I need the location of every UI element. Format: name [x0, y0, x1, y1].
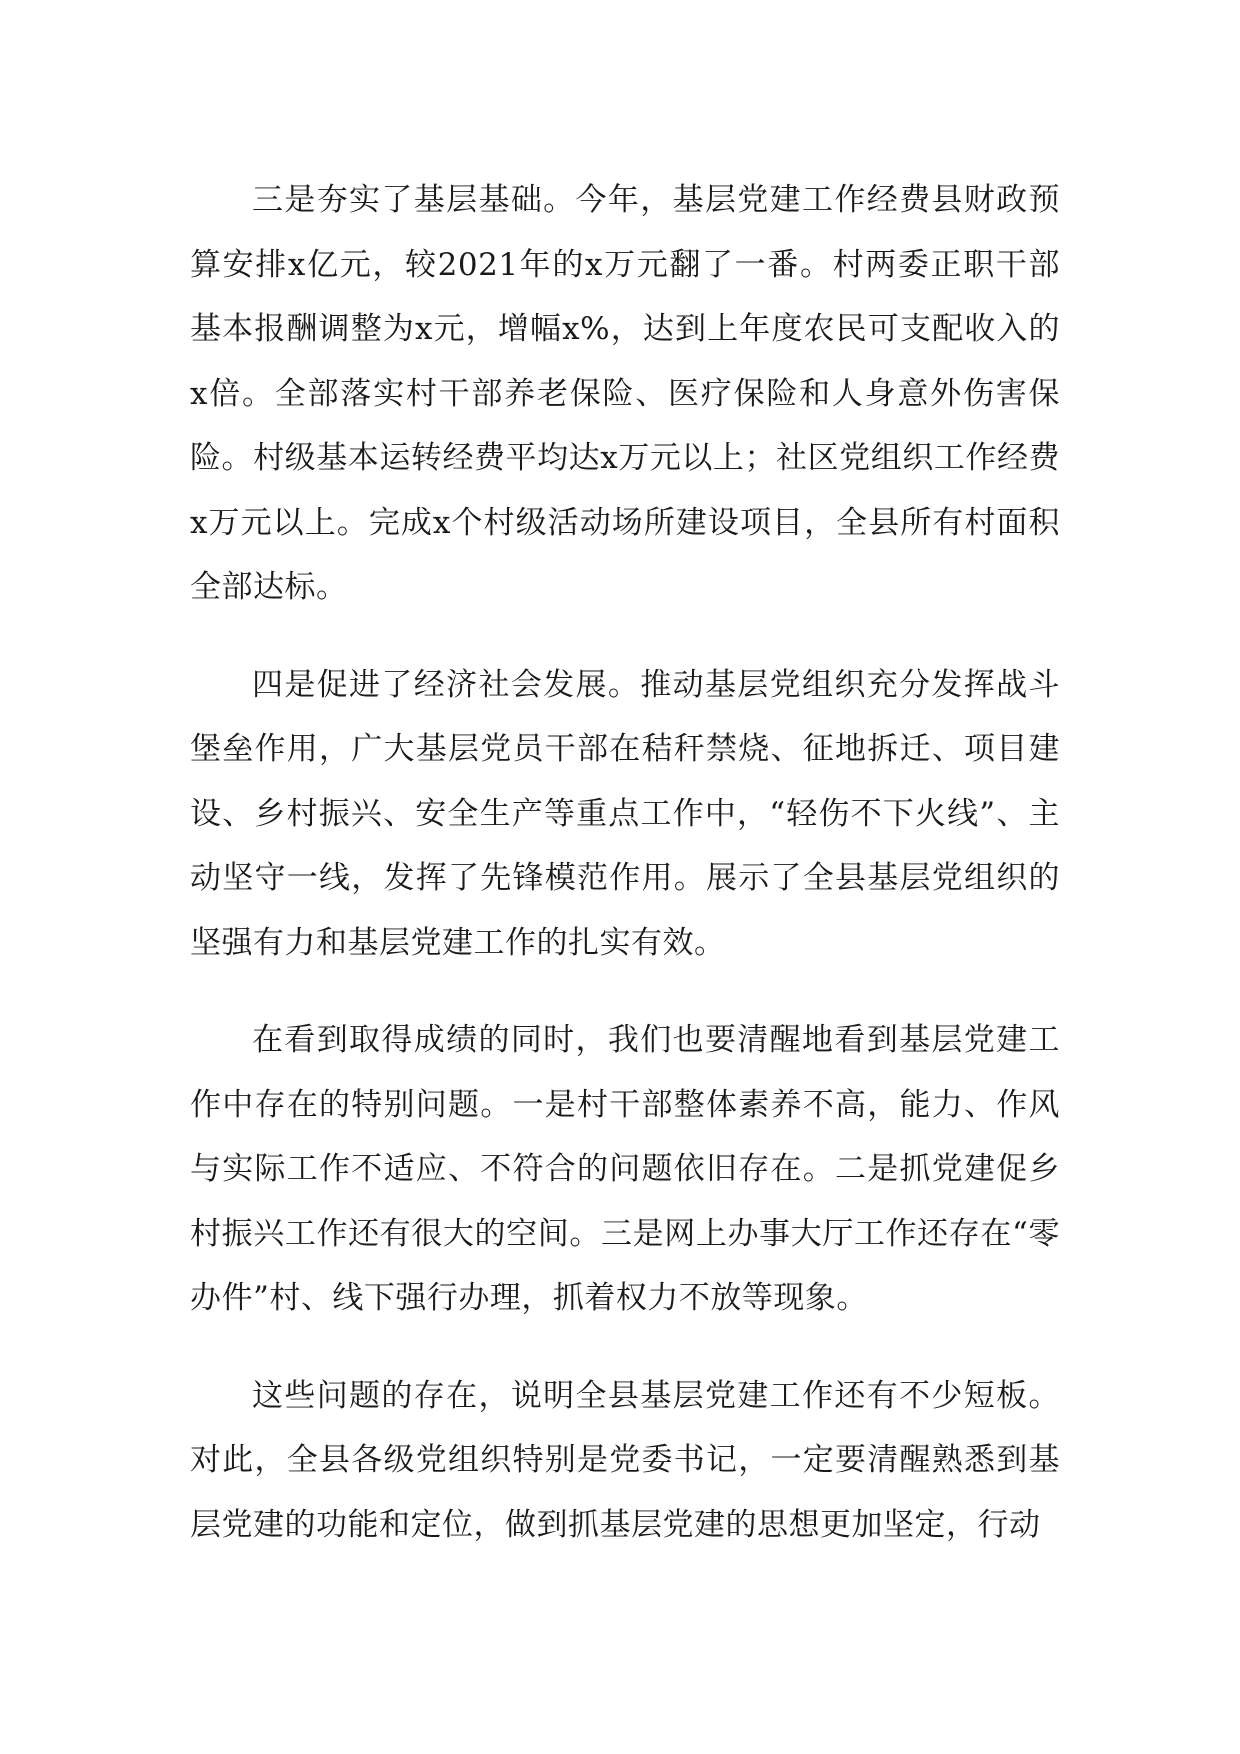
document-body — [190, 168, 1060, 1590]
paragraph-existing-problems: 在看到取得成绩的同时，我们也要清醒地看到基层党建工作中存在的特别问题。一是村干部整体素养不高，能力、作风与实际工作不适应、不符合的问题依旧存在。二是抓党建促乡村振兴工作还有很大的空间。三是网上办事大厅工作还存在“零办件”村、线下强行办理，抓着权力不放等现象。 — [190, 1022, 1060, 1316]
paragraph-economic-development: 四是促进了经济社会发展。推动基层党组织充分发挥战斗堡垒作用，广大基层党员干部在秸秆禁烧、征地拆迁、项目建设、乡村振兴、安全生产等重点工作中，“轻伤不下火线”、主动坚守一线，发挥了先锋模范作用。展示了全县基层党组织的坚强有力和基层党建工作的扎实有效。 — [190, 666, 1060, 961]
paragraph-consolidate-foundation: 三是夯实了基层基础。今年，基层党建工作经费县财政预算安排x亿元，较2021年的x万元翻了一番。村两委正职干部基本报酬调整为x元，增幅x%，达到上年度农民可支配收入的x倍。全部落实村干部养老保险、医疗保险和人身意外伤害保险。村级基本运转经费平均达x万元以上；社区党组织工作经费x万元以上。完成x个村级活动场所建设项目，全县所有村面积全部达标。 — [190, 182, 1060, 605]
paragraph-shortcomings: 这些问题的存在，说明全县基层党建工作还有不少短板。对此，全县各级党组织特别是党委书记，一定要清醒熟悉到基层党建的功能和定位，做到抓基层党建的思想更加坚定，行动 — [190, 1377, 1060, 1543]
